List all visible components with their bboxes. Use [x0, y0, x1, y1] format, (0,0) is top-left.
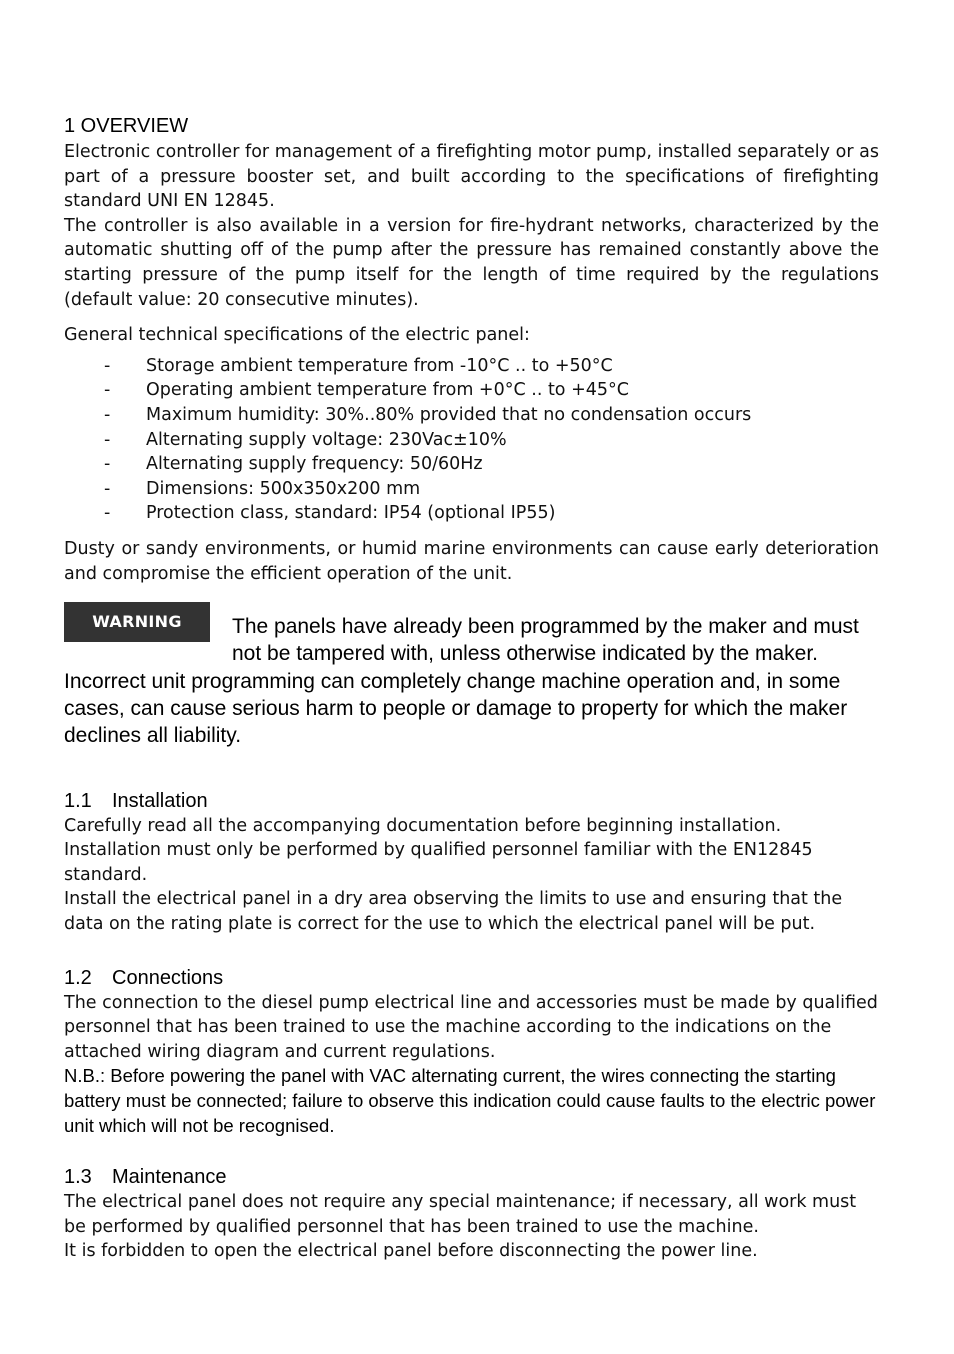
list-item: - Operating ambient temperature from +0°C .. to +45°C	[104, 380, 629, 401]
specs-list	[64, 354, 879, 526]
warning-text: The panels have already been programmed by the maker and must not be tampered with, unless otherwise indicated by the maker. Incorrect unit programming can completely change machine operation and, in some cases, can cause serious harm to people or damage to property for which the maker declines all liability.	[64, 615, 859, 748]
list-item: - Maximum humidity: 30%..80% provided that no condensation occurs	[104, 404, 752, 425]
maintenance-heading: 1.3 Maintenance	[64, 1166, 227, 1189]
installation-paragraph-1: Carefully read all the accompanying documentation before beginning installation.	[64, 815, 782, 836]
installation-paragraph-2: Installation must only be performed by qualified personnel familiar with the EN12845 standard.	[64, 840, 813, 885]
overview-paragraph-3: Dusty or sandy environments, or humid marine environments can cause early deterioration and compromise the efficient operation of the unit.	[64, 538, 879, 584]
maintenance-paragraph-1: The electrical panel does not require any special maintenance; if necessary, all work must be performed by qualified personnel that has been trained to use the machine.	[64, 1192, 857, 1237]
installation-section	[64, 788, 879, 937]
connections-nb-note: N.B.: Before powering the panel with VAC alternating current, the wires connecting the starting battery must be connected; failure to observe this indication could cause faults to the electric power unit which will not be recognised.	[64, 1065, 876, 1136]
list-item: - Protection class, standard: IP54 (optional IP55)	[104, 503, 556, 524]
warning-block	[64, 602, 879, 749]
overview-paragraph-2: The controller is also available in a version for fire-hydrant networks, characterized by the automatic shutting off of the pump after the pressure has remained constantly above the starting pressure of the pump itself for the length of time required by the regulations (default value: 20 consecutive minutes).	[64, 215, 879, 310]
connections-section	[64, 965, 879, 1139]
connections-heading: 1.2 Connections	[64, 966, 224, 989]
overview-paragraph-1: Electronic controller for management of a firefighting motor pump, installed separately or as part of a pressure booster set, and built according to the specifications of firefighting standard UNI EN 12845.	[64, 142, 879, 212]
specs-intro: General technical specifications of the electric panel:	[64, 325, 530, 346]
warning-badge: WARNING	[64, 602, 210, 642]
installation-heading: 1.1 Installation	[64, 789, 208, 812]
list-item: - Alternating supply frequency: 50/60Hz	[104, 454, 483, 475]
list-item: - Alternating supply voltage: 230Vac±10%	[104, 429, 507, 450]
list-item: - Dimensions: 500x350x200 mm	[104, 478, 421, 499]
connections-paragraph-1: The connection to the diesel pump electrical line and accessories must be made by qualified personnel that has been trained to use the machine according to the indications on the attached wiring diagram and current regulations.	[64, 992, 878, 1062]
maintenance-paragraph-2: It is forbidden to open the electrical panel before disconnecting the power line.	[64, 1241, 758, 1262]
overview-heading: 1 OVERVIEW	[64, 115, 189, 137]
page-content	[64, 112, 879, 1264]
list-item: - Storage ambient temperature from -10°C .. to +50°C	[104, 355, 613, 376]
installation-paragraph-3: Install the electrical panel in a dry area observing the limits to use and ensuring that the data on the rating plate is correct for the use to which the electrical panel will be put.	[64, 889, 843, 934]
maintenance-section	[64, 1164, 879, 1264]
